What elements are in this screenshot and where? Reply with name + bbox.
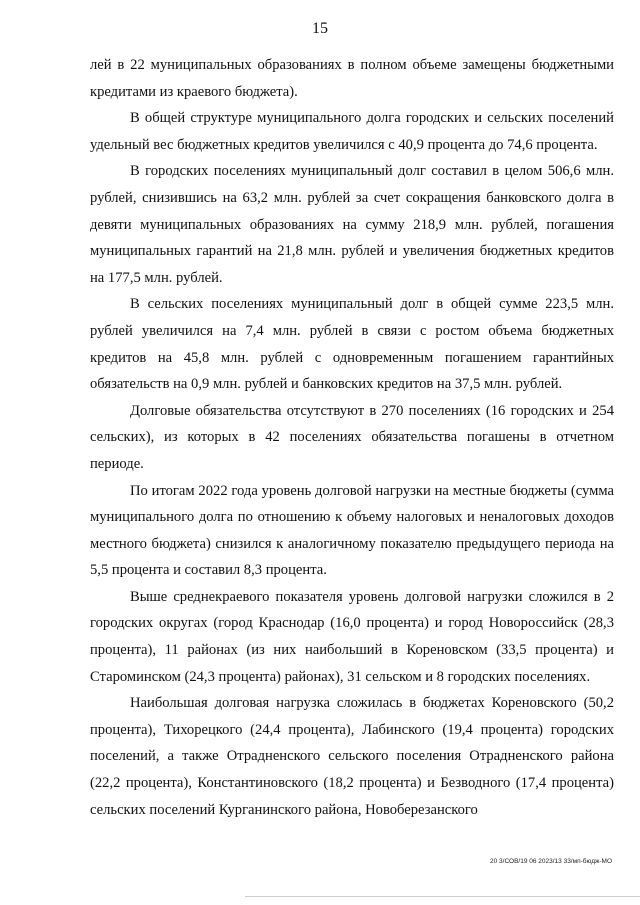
document-body [90, 52, 614, 823]
paragraph-no-debt-settlements: Долговые обязательства отсутствуют в 270 поселениях (16 городских и 254 сельских), из которых в 42 поселениях обязательства погашены в отчетном периоде. [90, 402, 614, 472]
paragraph-budget-credit-share: В общей структуре муниципального долга городских и сельских поселений удельный вес бюджетных кредитов увеличился с 40,9 процента до 74,6 процента. [90, 110, 614, 153]
page-bottom-divider [245, 896, 640, 897]
paragraph-highest-burden: Наибольшая долговая нагрузка сложилась в бюджетах Кореновского (50,2 процента), Тихорецкого (24,4 процента), Лабинского (19,4 процента) городских поселений, а также Отрадненского сельского поселения Отрадненского района (22,2 процента), Константиновского (18,2 процента) и Безводного (17,4 процента) сельских поселений Курганинского района, Новоберезанского [90, 695, 614, 818]
paragraph-above-average-burden: Выше среднекраевого показателя уровень долговой нагрузки сложился в 2 городских округах (город Краснодар (16,0 процента) и город Новороссийск (28,3 процента), 11 районах (из них наибольший в Кореновском (33,5 процента) и Староминском (24,3 процента) районах), 31 сельском и 8 городских поселениях. [90, 588, 614, 685]
footer-document-code: 20 3/СОВ/19 06 2023/13 33/мп-бюдж-МО [490, 858, 612, 865]
paragraph-urban-settlements-debt: В городских поселениях муниципальный долг составил в целом 506,6 млн. рублей, снизившись на 63,2 млн. рублей за счет сокращения банковского долга в девяти муниципальных образованиях на сумму 218,9 млн. рублей, погашения муниципальных гарантий на 21,8 млн. рублей и увеличения бюджетных кредитов на 177,5 млн. рублей. [90, 163, 614, 286]
page-number: 15 [312, 20, 328, 37]
paragraph-rural-settlements-debt: В сельских поселениях муниципальный долг в общей сумме 223,5 млн. рублей увеличился на 7,4 млн. рублей в связи с ростом объема бюджетных кредитов на 45,8 млн. рублей с одновременным погашением гарантийных обязательств на 0,9 млн. рублей и банковских кредитов на 37,5 млн. рублей. [90, 296, 614, 393]
paragraph-continuation: лей в 22 муниципальных образованиях в полном объеме замещены бюджетными кредитами из краевого бюджета). [90, 57, 614, 100]
paragraph-debt-burden-level: По итогам 2022 года уровень долговой нагрузки на местные бюджеты (сумма муниципального долга по отношению к объему налоговых и неналоговых доходов местного бюджета) снизился к аналогичному показателю предыдущего периода на 5,5 процента и составил 8,3 процента. [90, 482, 614, 579]
